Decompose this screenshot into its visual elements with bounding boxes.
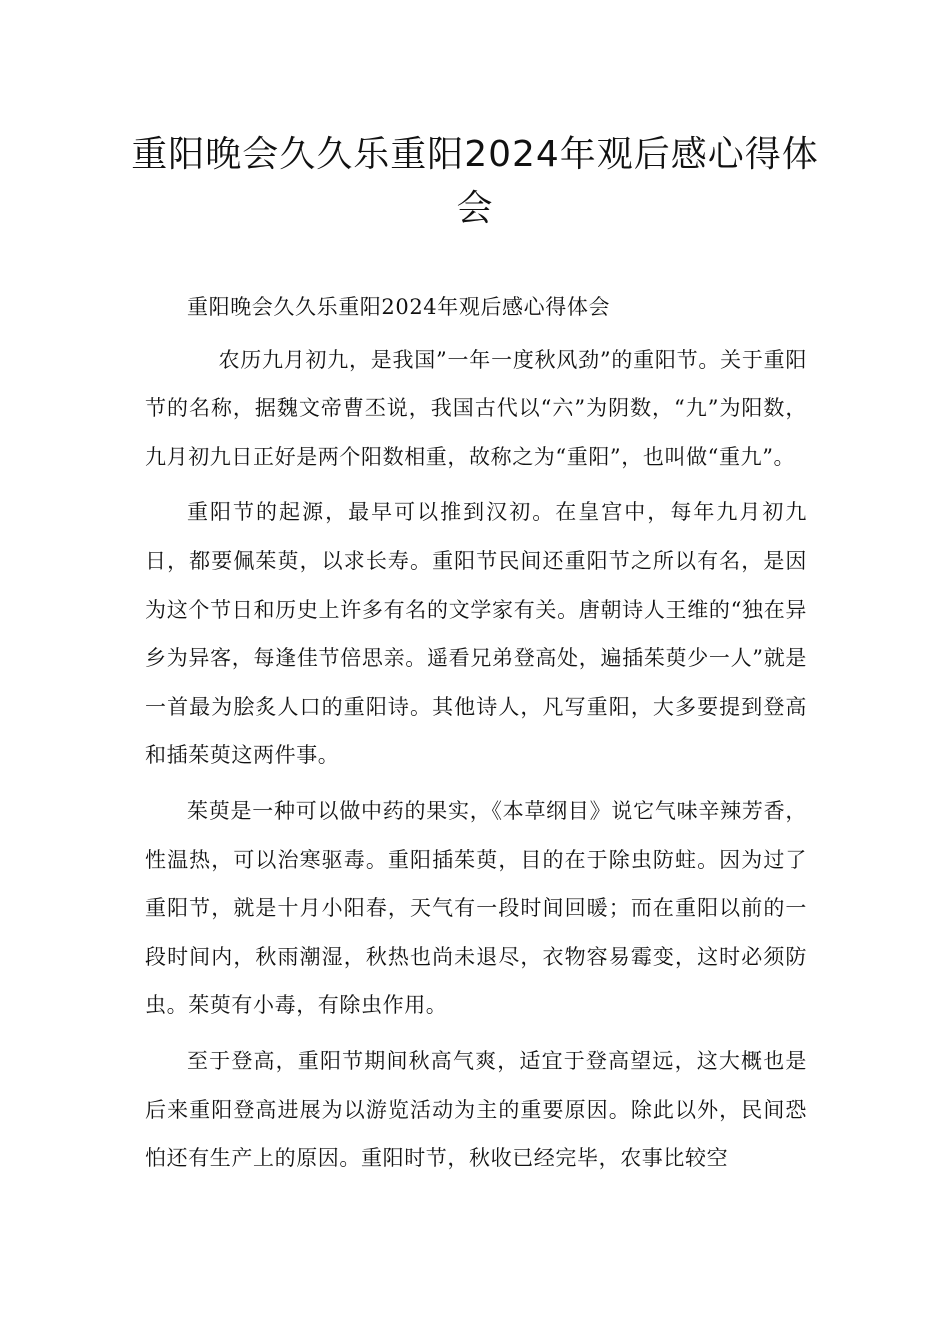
paragraph: 重阳节的起源，最早可以推到汉初。在皇宫中，每年九月初九日，都要佩茱萸，以求长寿。重阳节民间还重阳节之所以有名，是因为这个节日和历史上许多有名的文学家有关。唐朝诗人王维的“独在异乡为异客，每逢佳节倍思亲。遥看兄弟登高处，遍插茱萸少一人”就是一首最为脍炙人口的重阳诗。其他诗人，凡写重阳，大多要提到登高和插茱萸这两件事。: [145, 500, 807, 768]
paragraph: 茱萸是一种可以做中药的果实，《本草纲目》说它气味辛辣芳香，性温热，可以治寒驱毒。重阳插茱萸，目的在于除虫防蛀。因为过了重阳节，就是十月小阳春，天气有一段时间回暖；而在重阳以前的一段时间内，秋雨潮湿，秋热也尚未退尽，衣物容易霉变，这时必须防虫。茱萸有小毒，有除虫作用。: [145, 798, 807, 1018]
document-body: [145, 283, 807, 1183]
document-subtitle: 重阳晚会久久乐重阳2024年观后感心得体会: [187, 295, 611, 319]
paragraph: 至于登高，重阳节期间秋高气爽，适宜于登高望远，这大概也是后来重阳登高进展为以游览活动为主的重要原因。除此以外，民间恐怕还有生产上的原因。重阳时节，秋收已经完毕，农事比较空: [145, 1048, 807, 1171]
paragraph: 农历九月初九，是我国”一年一度秋风劲”的重阳节。关于重阳节的名称，据魏文帝曹丕说，我国古代以“六”为阴数，“九”为阳数，九月初九日正好是两个阳数相重，故称之为“重阳”，也叫做“重九”。: [145, 347, 807, 469]
document-title: 重阳晚会久久乐重阳2024年观后感心得体会: [131, 134, 819, 229]
